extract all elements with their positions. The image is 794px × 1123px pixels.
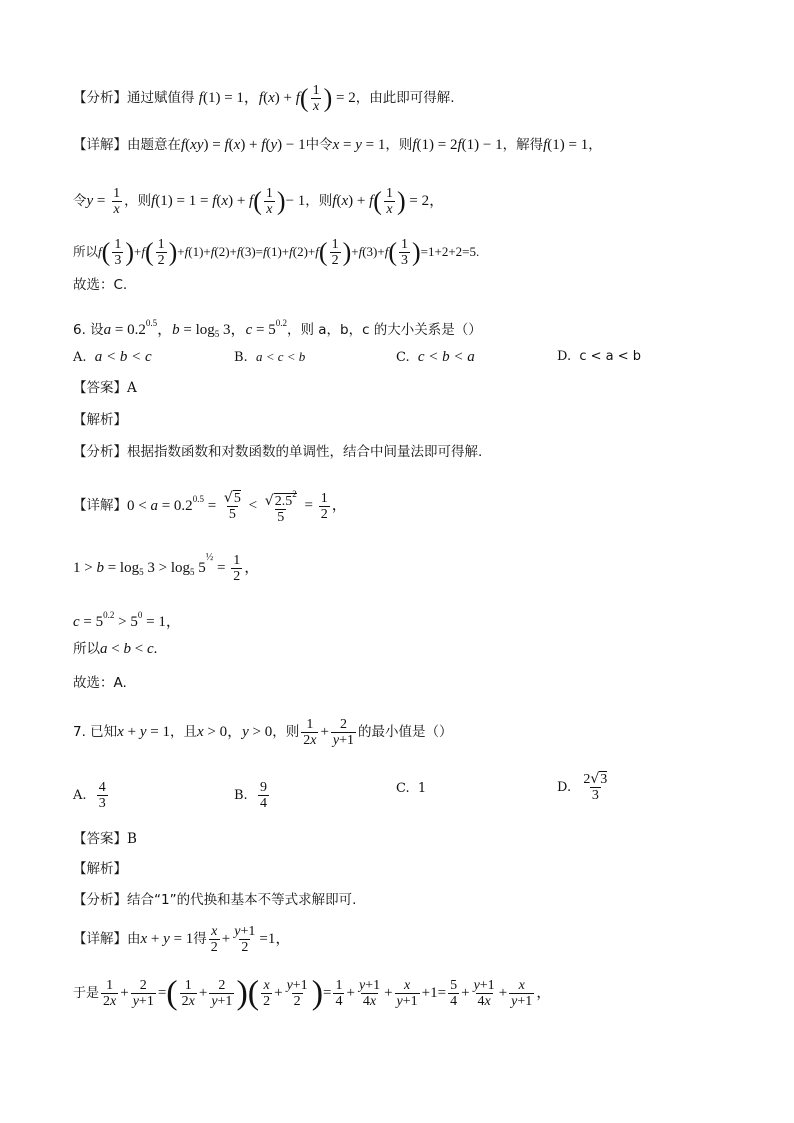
q6-jiexi: 【解析】 <box>73 412 127 428</box>
q7-analysis: 【分析】结合“1”的代换和基本不等式求解即可. <box>73 892 357 908</box>
math: f(1) = 1，f(x) + f <box>198 90 300 106</box>
q7-option-c: C. 1 <box>396 781 427 796</box>
q5-analysis-line: 【分析】通过赋值得 f(1) = 1，f(x) + f( $\frac{1}{x}$ ) = 2，由此即可得解. <box>73 83 455 114</box>
q5-let-line: 令y = $\frac{1}{x}$ ，则f(1) = 1 = f(x) + f( $\frac{1}{x}$ )− 1，则f(x) + f( $\frac{1}{x}$ ) = 2， <box>73 186 445 217</box>
q7-detail-2: 于是 $\frac{1}{2x}$ + $\frac{2}{y+1}$ =( $\frac{1}{2x}$ + $\frac{2}{y+1}$ )( $\frac{x}{2}$ + $\frac{y+1}{2}$ )= $\frac{1}{4}$ + $\frac{y+1}{4x}$ + $\frac{x}{y+1}$ +1= $\frac{5}{4}$ + $\frac{y+1}{4x}$ + $\frac{x}{y+1}$ ， <box>73 974 552 1012</box>
q6-option-c: C. c < b < a <box>396 349 475 365</box>
q6-option-d: D. c < a < b <box>557 349 642 364</box>
q6-choose: 故选：A. <box>73 675 127 691</box>
q6-option-a: A. a < b < c <box>73 349 152 365</box>
q6-analysis: 【分析】根据指数函数和对数函数的单调性，结合中间量法即可得解. <box>73 444 483 460</box>
q6-stem: 6. 设$a = 0.2^{0.5}$，$b = \log_5 3$，$c = 5^{0.2}$，则 a，b，c 的大小关系是（） <box>73 318 482 339</box>
q6-so: 所以a < b < c. <box>73 641 158 657</box>
analysis-text: 通过赋值得 <box>127 90 195 106</box>
q7-answer: 【答案】B <box>73 831 137 847</box>
q6-answer: 【答案】A <box>73 380 137 396</box>
detail-tag: 【详解】 <box>73 137 127 153</box>
q5-detail-line: 【详解】由题意在f(xy) = f(x) + f(y) − 1中令x = y = 1，则f(1) = 2f(1) − 1，解得f(1) = 1， <box>73 137 602 153</box>
q7-jiexi: 【解析】 <box>73 861 127 877</box>
q7-option-b: B. $\frac{9}{4}$ <box>234 780 267 811</box>
q7-stem: 7. 已知x + y = 1，且x > 0，y > 0，则 $\frac{1}{2x}$ + $\frac{2}{y+1}$ 的最小值是（） <box>73 717 453 748</box>
q5-so-line: 所以f( $\frac{1}{3}$ )+f( $\frac{1}{2}$ )+f(1)+f(2)+f(3)=f(1)+f(2)+f( $\frac{1}{2}$ )+f(3)+f( $\frac{1}{3}$ )=1+2+2=5. <box>73 237 480 268</box>
q7-detail-1: 【详解】由x + y = 1得 $\frac{x}{2}$ + $\frac{y+1}{2}$ =1， <box>73 924 291 955</box>
analysis-text: ，由此即可得解. <box>355 90 455 106</box>
q6-detail-1: 【详解】$0 < a = 0.2^{0.5}$ = $\frac{√5}{5}$ < $\frac{√2.5^2}{5}$ = $\frac{1}{2}$ ， <box>73 489 347 525</box>
q6-detail-2: $1 > b = \log_5 3 > \log_5 5^{\frac{1}{2}}$ = $\frac{1}{2}$ ， <box>73 552 260 584</box>
q6-detail-3: $c = 5^{0.2} > 5^0 = 1$， <box>73 610 181 630</box>
q7-option-a: A. $\frac{4}{3}$ <box>73 780 106 811</box>
q7-option-d: D. $\frac{2√3}{3}$ <box>557 771 608 803</box>
q6-option-b: B. a < c < b <box>234 349 306 365</box>
q5-choose: 故选：C. <box>73 277 128 293</box>
analysis-tag: 【分析】 <box>73 90 127 106</box>
